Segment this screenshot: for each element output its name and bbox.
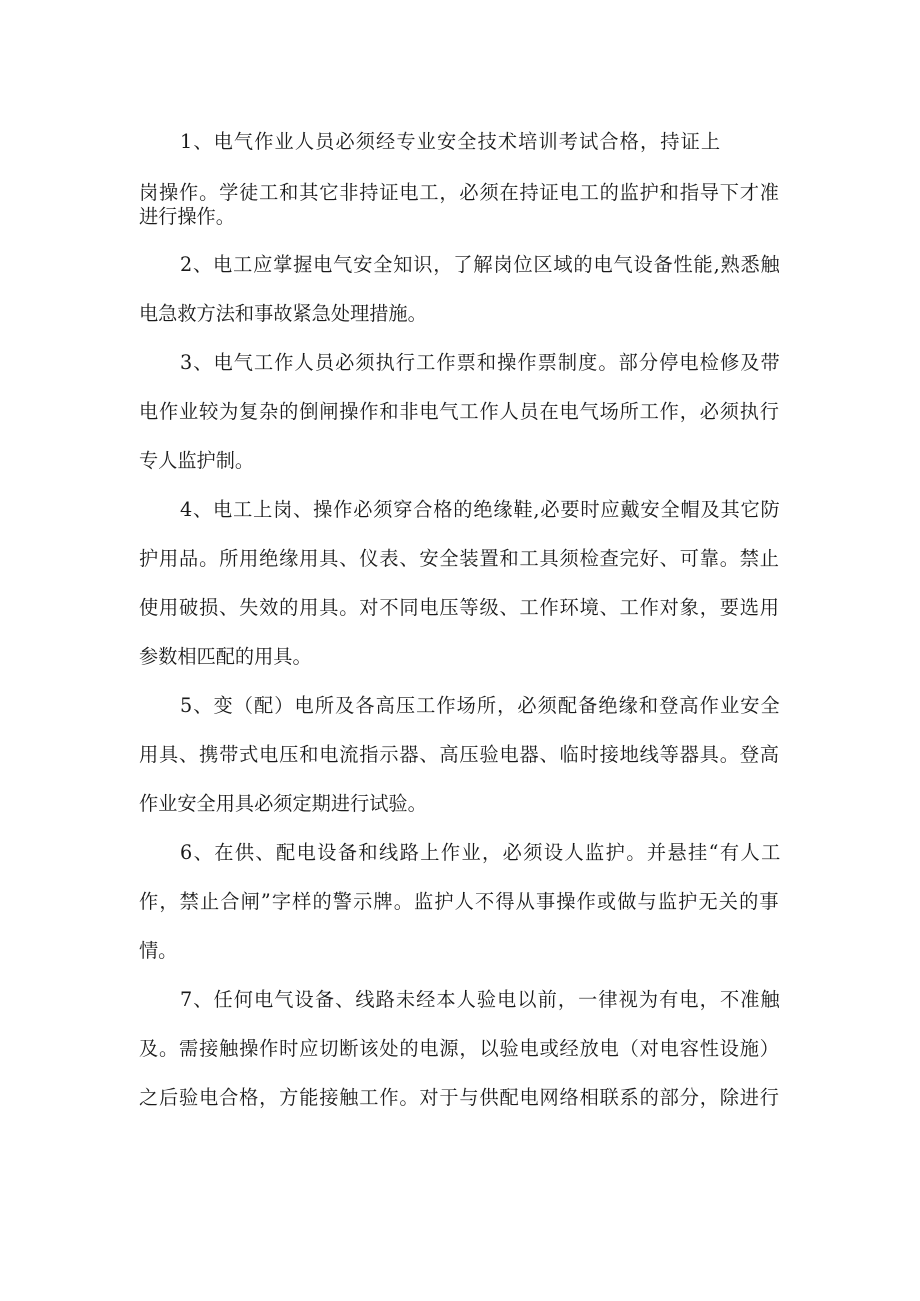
rule-3-line-2: 电作业较为复杂的倒闸操作和非电气工作人员在电气场所工作，必须执行 (139, 400, 780, 423)
rule-5-line-1: 5、变（配）电所及各高压工作场所，必须配备绝缘和登高作业安全 (180, 694, 781, 717)
rule-7-line-3: 之后验电合格，方能接触工作。对于与供配电网络相联系的部分，除进行 (139, 1086, 780, 1109)
rule-2-line-2: 电急救方法和事故紧急处理措施。 (139, 302, 427, 325)
rule-6-line-1: 6、在供、配电设备和线路上作业，必须设人监护。并悬挂“有人工 (180, 841, 782, 864)
rule-1-line-3: 进行操作。 (139, 205, 235, 228)
rule-4-line-3: 使用破损、失效的用具。对不同电压等级、工作环境、工作对象，要选用 (139, 596, 780, 619)
rule-1-line-2: 岗操作。学徒工和其它非持证电工，必须在持证电工的监护和指导下才准 (139, 181, 780, 204)
rule-7-line-1: 7、任何电气设备、线路未经本人验电以前，一律视为有电，不准触 (180, 988, 781, 1011)
rule-5-line-3: 作业安全用具必须定期进行试验。 (139, 792, 427, 815)
rule-2-line-1: 2、电工应掌握电气安全知识，了解岗位区域的电气设备性能,熟悉触 (180, 253, 781, 276)
rule-1-line-1: 1、电气作业人员必须经专业安全技术培训考试合格，持证上 (180, 130, 722, 153)
rule-5-line-2: 用具、携带式电压和电流指示器、高压验电器、临时接地线等器具。登高 (139, 743, 780, 766)
rule-7-line-2: 及。需接触操作时应切断该处的电源，以验电或经放电（对电容性设施） (139, 1037, 780, 1060)
rule-4-line-2: 护用品。所用绝缘用具、仪表、安全装置和工具须检查完好、可靠。禁止 (139, 547, 780, 570)
rule-4-line-4: 参数相匹配的用具。 (139, 645, 312, 668)
rule-6-line-3: 情。 (139, 939, 178, 962)
rule-4-line-1: 4、电工上岗、操作必须穿合格的绝缘鞋,必要时应戴安全帽及其它防 (180, 498, 781, 521)
rule-3-line-3: 专人监护制。 (139, 449, 255, 472)
rule-3-line-1: 3、电气工作人员必须执行工作票和操作票制度。部分停电检修及带 (180, 351, 781, 374)
rule-6-line-2: 作，禁止合闸”字样的警示牌。监护人不得从事操作或做与监护无关的事 (139, 890, 780, 913)
